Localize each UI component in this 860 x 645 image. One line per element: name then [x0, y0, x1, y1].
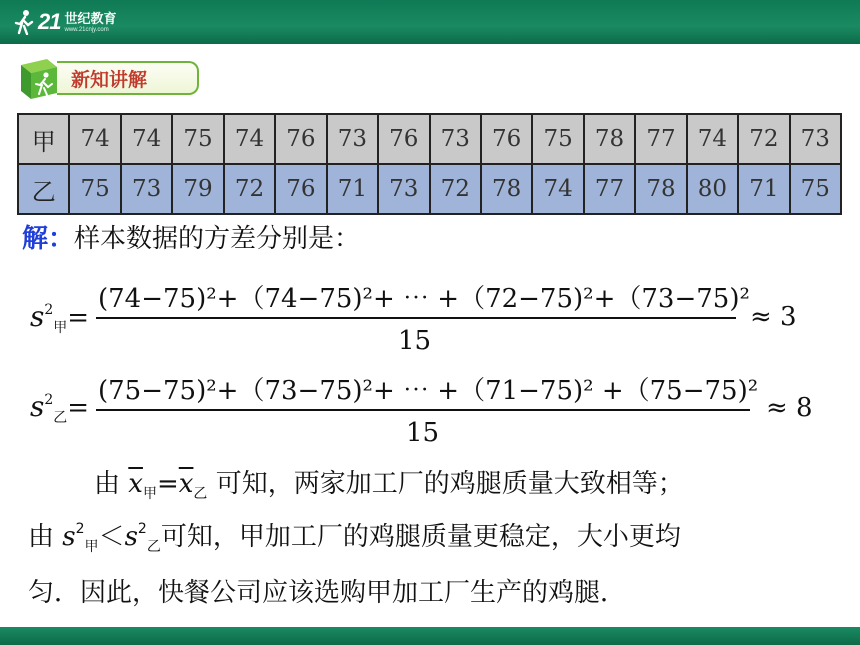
table-cell: 76: [275, 114, 326, 164]
table-cell: 73: [378, 164, 429, 214]
cube-runner-icon: [17, 55, 61, 101]
table-cell: 78: [584, 114, 635, 164]
table-cell: 73: [430, 114, 481, 164]
table-cell: 74: [121, 114, 172, 164]
table-cell: 72: [738, 114, 789, 164]
logo-cn: 世纪教育: [64, 10, 117, 26]
table-cell: 72: [224, 164, 275, 214]
table-cell: 74: [224, 114, 275, 164]
conclusion-line-1: 由 $\overline{x}_甲=\overline{x}_乙$ 可知，两家加工厂的鸡腿质量大致相等；: [94, 469, 684, 502]
table-cell: 75: [172, 114, 223, 164]
row-label-jia: 甲: [18, 114, 69, 164]
section-badge: [17, 55, 203, 101]
data-table: [17, 113, 842, 215]
logo: [14, 5, 117, 39]
table-cell: 74: [532, 164, 583, 214]
formula-a-numerator: (74−75)²+（74−75)²+ ⋯ +（72−75)²+（73−75)²: [98, 284, 750, 314]
table-cell: 73: [121, 164, 172, 214]
table-cell: 74: [69, 114, 120, 164]
table-cell: 79: [172, 164, 223, 214]
conclusion-line-3: 匀．因此，快餐公司应该选购甲加工厂生产的鸡腿．: [28, 578, 627, 608]
table-cell: 76: [275, 164, 326, 214]
table-cell: 74: [687, 114, 738, 164]
table-cell: 73: [327, 114, 378, 164]
formula-a-result: ≈ 3: [750, 302, 797, 332]
runner-icon: [14, 9, 34, 35]
table-row-yi: [18, 164, 841, 214]
table-cell: 75: [69, 164, 120, 214]
table-cell: 73: [790, 114, 841, 164]
header-bar: [0, 0, 860, 44]
table-cell: 78: [635, 164, 686, 214]
logo-mark: 21: [38, 9, 61, 34]
table-cell: 76: [378, 114, 429, 164]
solution-text: 样本数据的方差分别是：: [74, 224, 361, 254]
table-cell: 75: [790, 164, 841, 214]
variance-symbol-jia: $s^2_甲=$: [30, 300, 90, 336]
table-cell: 77: [635, 114, 686, 164]
conclusion-line-2: 由 $s^2_甲<s^2_乙$可知，甲加工厂的鸡腿质量更稳定，大小更均: [28, 521, 681, 555]
formula-b-fraction-bar: [96, 409, 750, 411]
formula-a-denominator: 15: [398, 326, 432, 356]
table-cell: 71: [738, 164, 789, 214]
table-cell: 76: [481, 114, 532, 164]
table-cell: 72: [430, 164, 481, 214]
footer-bar: [0, 627, 860, 645]
solution-intro: [22, 218, 360, 255]
table-cell: 78: [481, 164, 532, 214]
formula-b-result: ≈ 8: [766, 393, 813, 423]
badge-label: 新知讲解: [57, 61, 199, 95]
table-cell: 71: [327, 164, 378, 214]
row-label-yi: 乙: [18, 164, 69, 214]
table-row-jia: [18, 114, 841, 164]
solution-label: 解：: [22, 224, 75, 254]
table-cell: 77: [584, 164, 635, 214]
variance-symbol-yi: $s^2_乙=$: [30, 390, 90, 426]
formula-b-denominator: 15: [406, 418, 440, 448]
formula-b-numerator: (75−75)²+（73−75)²+ ⋯ +（71−75)² +（75−75)²: [98, 376, 759, 406]
logo-url: www.21cnjy.com: [64, 26, 109, 33]
table-cell: 80: [687, 164, 738, 214]
table-cell: 75: [532, 114, 583, 164]
formula-a-fraction-bar: [96, 317, 736, 319]
